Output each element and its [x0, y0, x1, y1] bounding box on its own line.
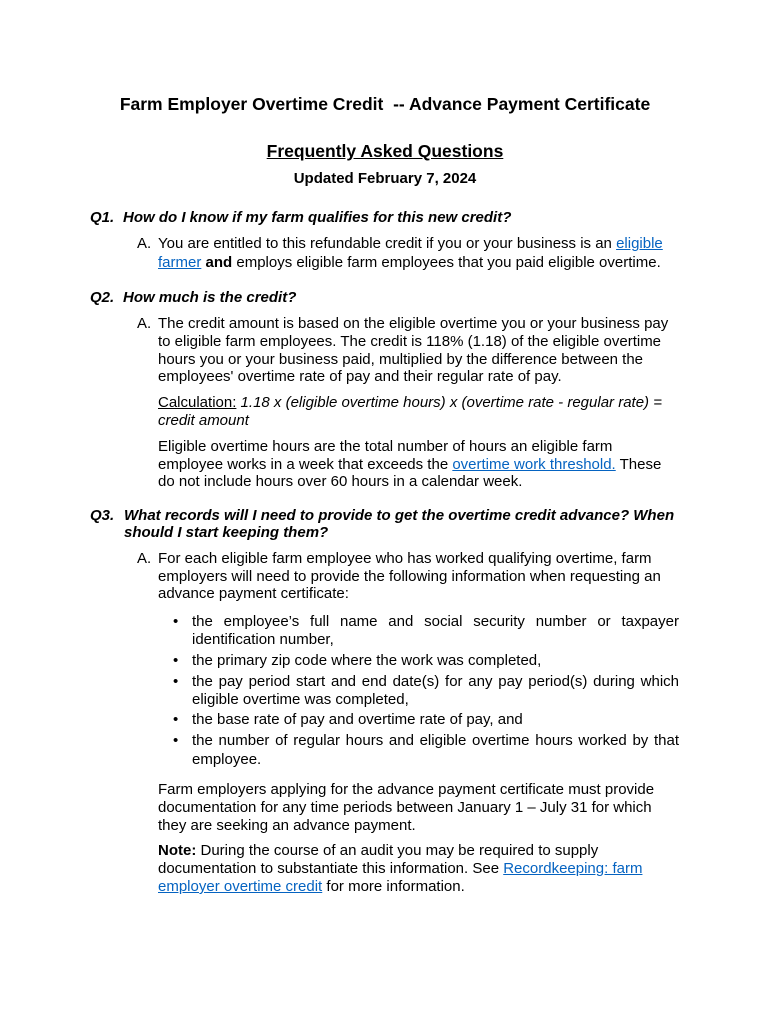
answer-text: You are entitled to this refundable credit if you or your business is an: [158, 235, 617, 252]
timing-note-line: Farm employers applying for the advance payment certificate must provide: [158, 781, 655, 798]
bullet-icon: •: [173, 711, 179, 728]
q2-question: How much is the credit?: [123, 289, 297, 306]
eligible-farmer-link[interactable]: eligible: [616, 235, 663, 252]
faq-heading: Frequently Asked Questions: [266, 141, 504, 161]
q3-answer-line: employers will need to provide the following information when requesting an: [158, 568, 661, 585]
q3-answer-marker: A.: [137, 550, 152, 567]
audit-note-text: During the course of an audit you may be required to supply: [196, 842, 599, 859]
bullet-icon: •: [173, 732, 179, 749]
answer-text: employs eligible farm employees that you paid eligible overtime.: [232, 254, 661, 271]
document-title: Farm Employer Overtime Credit -- Advance Payment Certificate: [119, 94, 651, 114]
calculation-line: [158, 394, 662, 412]
calculation-formula: 1.18 x (eligible overtime hours) x (overtime rate - regular rate) =: [236, 394, 662, 411]
recordkeeping-link[interactable]: Recordkeeping: farm: [503, 860, 643, 877]
eligible-farmer-link[interactable]: farmer: [158, 254, 202, 271]
bullet-icon: •: [173, 613, 179, 630]
calculation-label: Calculation:: [158, 394, 237, 411]
audit-note-text: for more information.: [322, 878, 465, 895]
bullet-item-line: the employee’s full name and social security number or taxpayer: [192, 613, 679, 630]
note-label: Note:: [158, 842, 197, 859]
q3-question: should I start keeping them?: [124, 524, 329, 541]
hours-note-line: [158, 456, 661, 474]
q2-answer-line: hours you or your business paid, multiplied by the difference between the: [158, 351, 644, 368]
updated-date: Updated February 7, 2024: [293, 170, 477, 187]
bullet-icon: •: [173, 673, 179, 690]
hours-note-text: These: [615, 456, 662, 473]
hours-note-line: do not include hours over 60 hours in a calendar week.: [158, 473, 523, 490]
bullet-item-line: eligible overtime was completed,: [192, 691, 409, 708]
bullet-item-line: the primary zip code where the work was completed,: [192, 652, 542, 669]
q2-answer-line: to eligible farm employees. The credit is 118% (1.18) of the eligible overtime: [158, 333, 662, 350]
timing-note-line: documentation for any time periods between January 1 – July 31 for which: [158, 799, 652, 816]
hours-note-text: employee works in a week that exceeds the: [158, 456, 453, 473]
bullet-item-line: the pay period start and end date(s) for any pay period(s) during which: [192, 673, 679, 690]
q1-answer-line: [158, 254, 661, 272]
bullet-item-line: the base rate of pay and overtime rate of pay, and: [192, 711, 523, 728]
bullet-item-line: the number of regular hours and eligible overtime hours worked by that: [192, 732, 679, 749]
audit-note-text: documentation to substantiate this information. See: [158, 860, 504, 877]
q1-answer-marker: A.: [137, 235, 152, 252]
q1-question: How do I know if my farm qualifies for this new credit?: [123, 209, 512, 226]
timing-note-line: they are seeking an advance payment.: [158, 817, 416, 834]
q2-answer-line: employees' overtime rate of pay and their regular rate of pay.: [158, 368, 562, 385]
hours-note-line: Eligible overtime hours are the total number of hours an eligible farm: [158, 438, 613, 455]
q3-answer-line: For each eligible farm employee who has worked qualifying overtime, farm: [158, 550, 652, 567]
q2-number: Q2.: [90, 289, 115, 306]
audit-note-line: [158, 860, 642, 878]
audit-note-line: [158, 842, 598, 860]
calculation-formula: credit amount: [158, 412, 249, 429]
q3-question: What records will I need to provide to get the overtime credit advance? When: [124, 507, 675, 524]
overtime-work-threshold-link[interactable]: overtime work threshold.: [452, 456, 616, 473]
audit-note-line: [158, 878, 465, 896]
q2-answer-marker: A.: [137, 315, 152, 332]
bullet-icon: •: [173, 652, 179, 669]
q1-number: Q1.: [90, 209, 115, 226]
recordkeeping-link[interactable]: employer overtime credit: [158, 878, 323, 895]
bullet-item-line: employee.: [192, 751, 262, 768]
q3-number: Q3.: [90, 507, 115, 524]
q2-answer-line: The credit amount is based on the eligible overtime you or your business pay: [158, 315, 669, 332]
q1-answer-line: [158, 235, 663, 253]
q3-answer-line: advance payment certificate:: [158, 585, 349, 602]
bullet-item-line: identification number,: [192, 631, 334, 648]
answer-bold-text: and: [201, 254, 233, 271]
